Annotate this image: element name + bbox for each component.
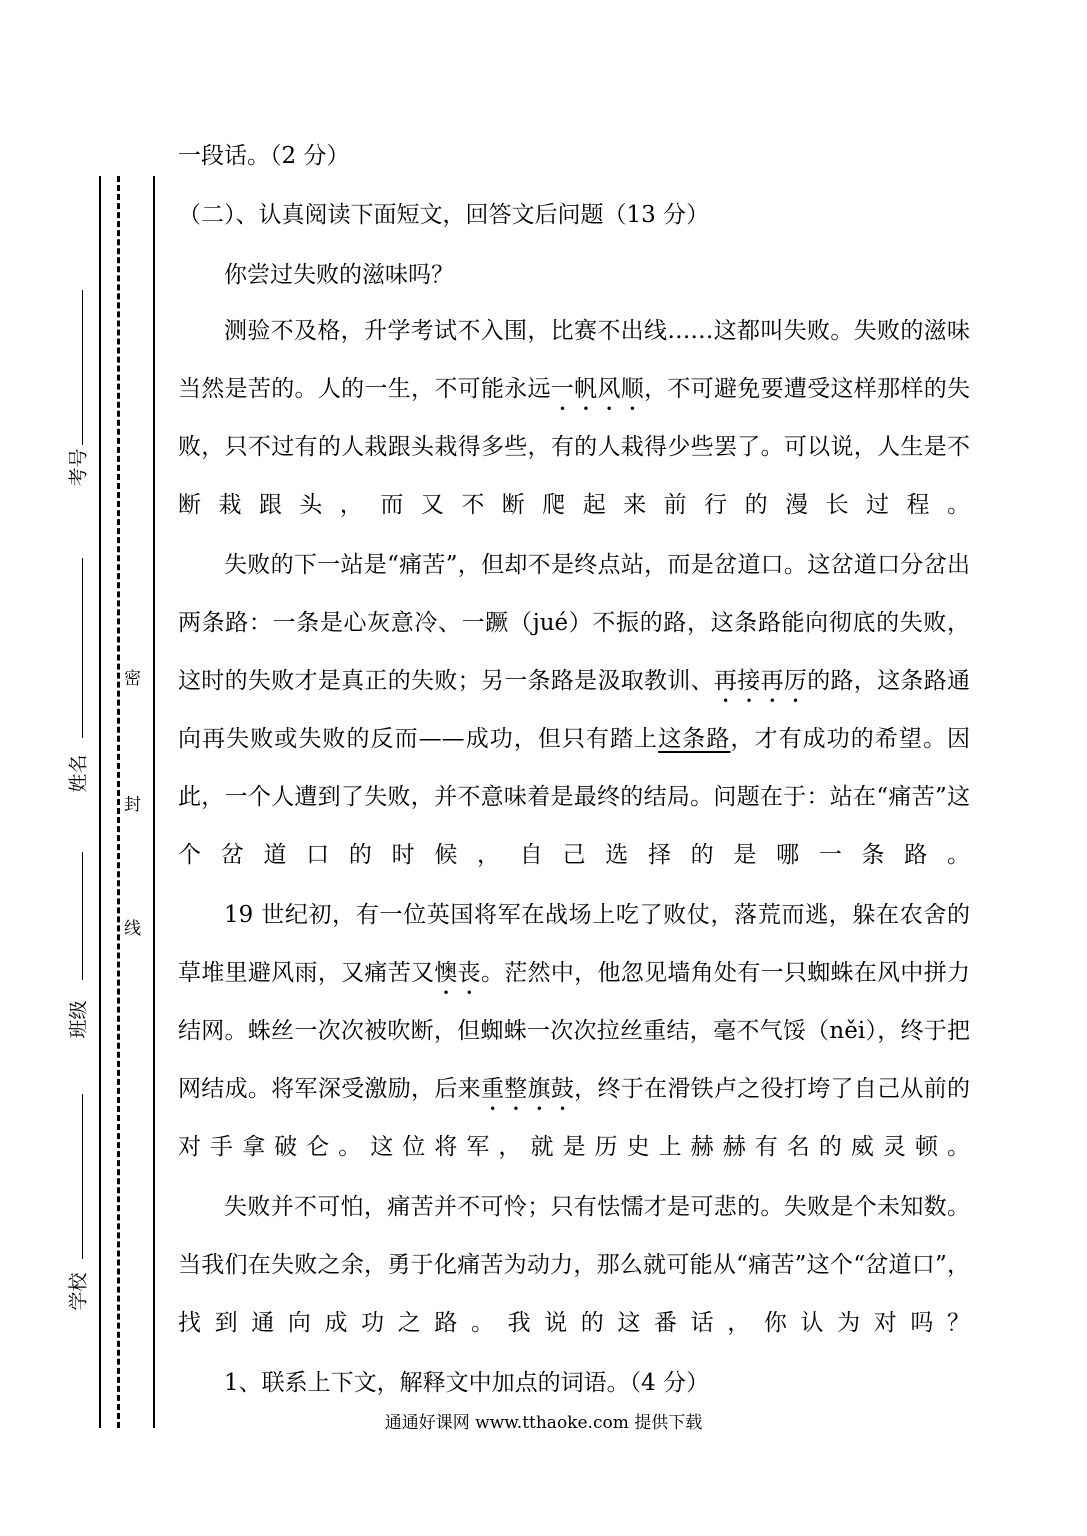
passage-paragraph-3: 19 世纪初，有一位英国将军在战场上吃了败仗，落荒而逃，躲在农舍的草堆里避风雨，又痛苦又懊丧。茫然中，他忽见墙角处有一只蜘蛛在风中拼力结网。蛛丝一次次被吹断，但蜘蛛一次次拉丝重结，毫不气馁（něi），终于把网结成。将军深受激励，后来重整旗鼓，终于在滑铁卢之役打垮了自己从前的对手拿破仑。这位将军，就是历史上赫赫有名的威灵顿。 [178, 902, 971, 1160]
exam-no-label: 考号 [67, 448, 90, 487]
seal-char-mi: 密 [124, 669, 141, 689]
content-border-line [153, 176, 155, 1428]
dotted-word-zaijiezaili: 再接再厉 [713, 668, 808, 694]
previous-question-tail: 一段话。（2 分） [178, 143, 350, 169]
passage-paragraph-2: 失败的下一站是“痛苦”，但却不是终点站，而是岔道口。这岔道口分岔出两条路：一条是心灰意冷、一蹶（jué）不振的路，这条路能向彻底的失败，这时的失败才是真正的失败；另一条路是汲取教训、再接再厉的路，这条路通向再失败或失败的反而——成功，但只有踏上这条路，才有成功的希望。因此，一个人遭到了失败，并不意味着是最终的结局。问题在于：站在“痛苦”这个岔道口的时候，自己选择的是哪一条路。 [178, 552, 971, 868]
class-blank [82, 852, 83, 980]
seal-char-xian: 线 [124, 919, 141, 939]
dotted-word-aosang: 懊丧 [434, 960, 481, 986]
question-1: 1、联系上下文，解释文中加点的词语。（4 分） [224, 1370, 710, 1396]
passage-title-line: 你尝过失败的滋味吗？ [224, 262, 454, 288]
exam-no-blank [82, 290, 83, 445]
school-blank [82, 1094, 83, 1259]
binding-border-line [99, 176, 101, 1428]
school-label: 学校 [67, 1272, 90, 1311]
name-blank [82, 558, 83, 738]
passage-paragraph-1: 测验不及格，升学考试不入围，比赛不出线……这都叫失败。失败的滋味当然是苦的。人的一生，不可能永远一帆风顺，不可避免要遭受这样那样的失败，只不过有的人栽跟头栽得多些，有的人栽得少些罢了。可以说，人生是不断栽跟头，而又不断爬起来前行的漫长过程。 [178, 318, 971, 518]
section-heading: （二）、认真阅读下面短文，回答文后问题（13 分） [178, 202, 710, 228]
seal-char-feng: 封 [124, 795, 141, 815]
passage-paragraph-4: 失败并不可怕，痛苦并不可怜；只有怯懦才是可悲的。失败是个未知数。当我们在失败之余，勇于化痛苦为动力，那么就可能从“痛苦”这个“岔道口”，找到通向成功之路。我说的这番话，你认为对吗？ [178, 1194, 970, 1336]
footer-source: 通通好课网 www.tthaoke.com 提供下载 [384, 1413, 703, 1433]
dotted-word-chongzhengqigu: 重整旗鼓 [480, 1076, 575, 1102]
name-label: 姓名 [67, 754, 90, 793]
dotted-word-yifanfengshun: 一帆风顺 [550, 376, 645, 402]
underlined-phrase-zhetiaolu: 这条路 [658, 726, 731, 752]
seal-dashed-line [117, 176, 120, 1428]
class-label: 班级 [67, 1000, 90, 1039]
